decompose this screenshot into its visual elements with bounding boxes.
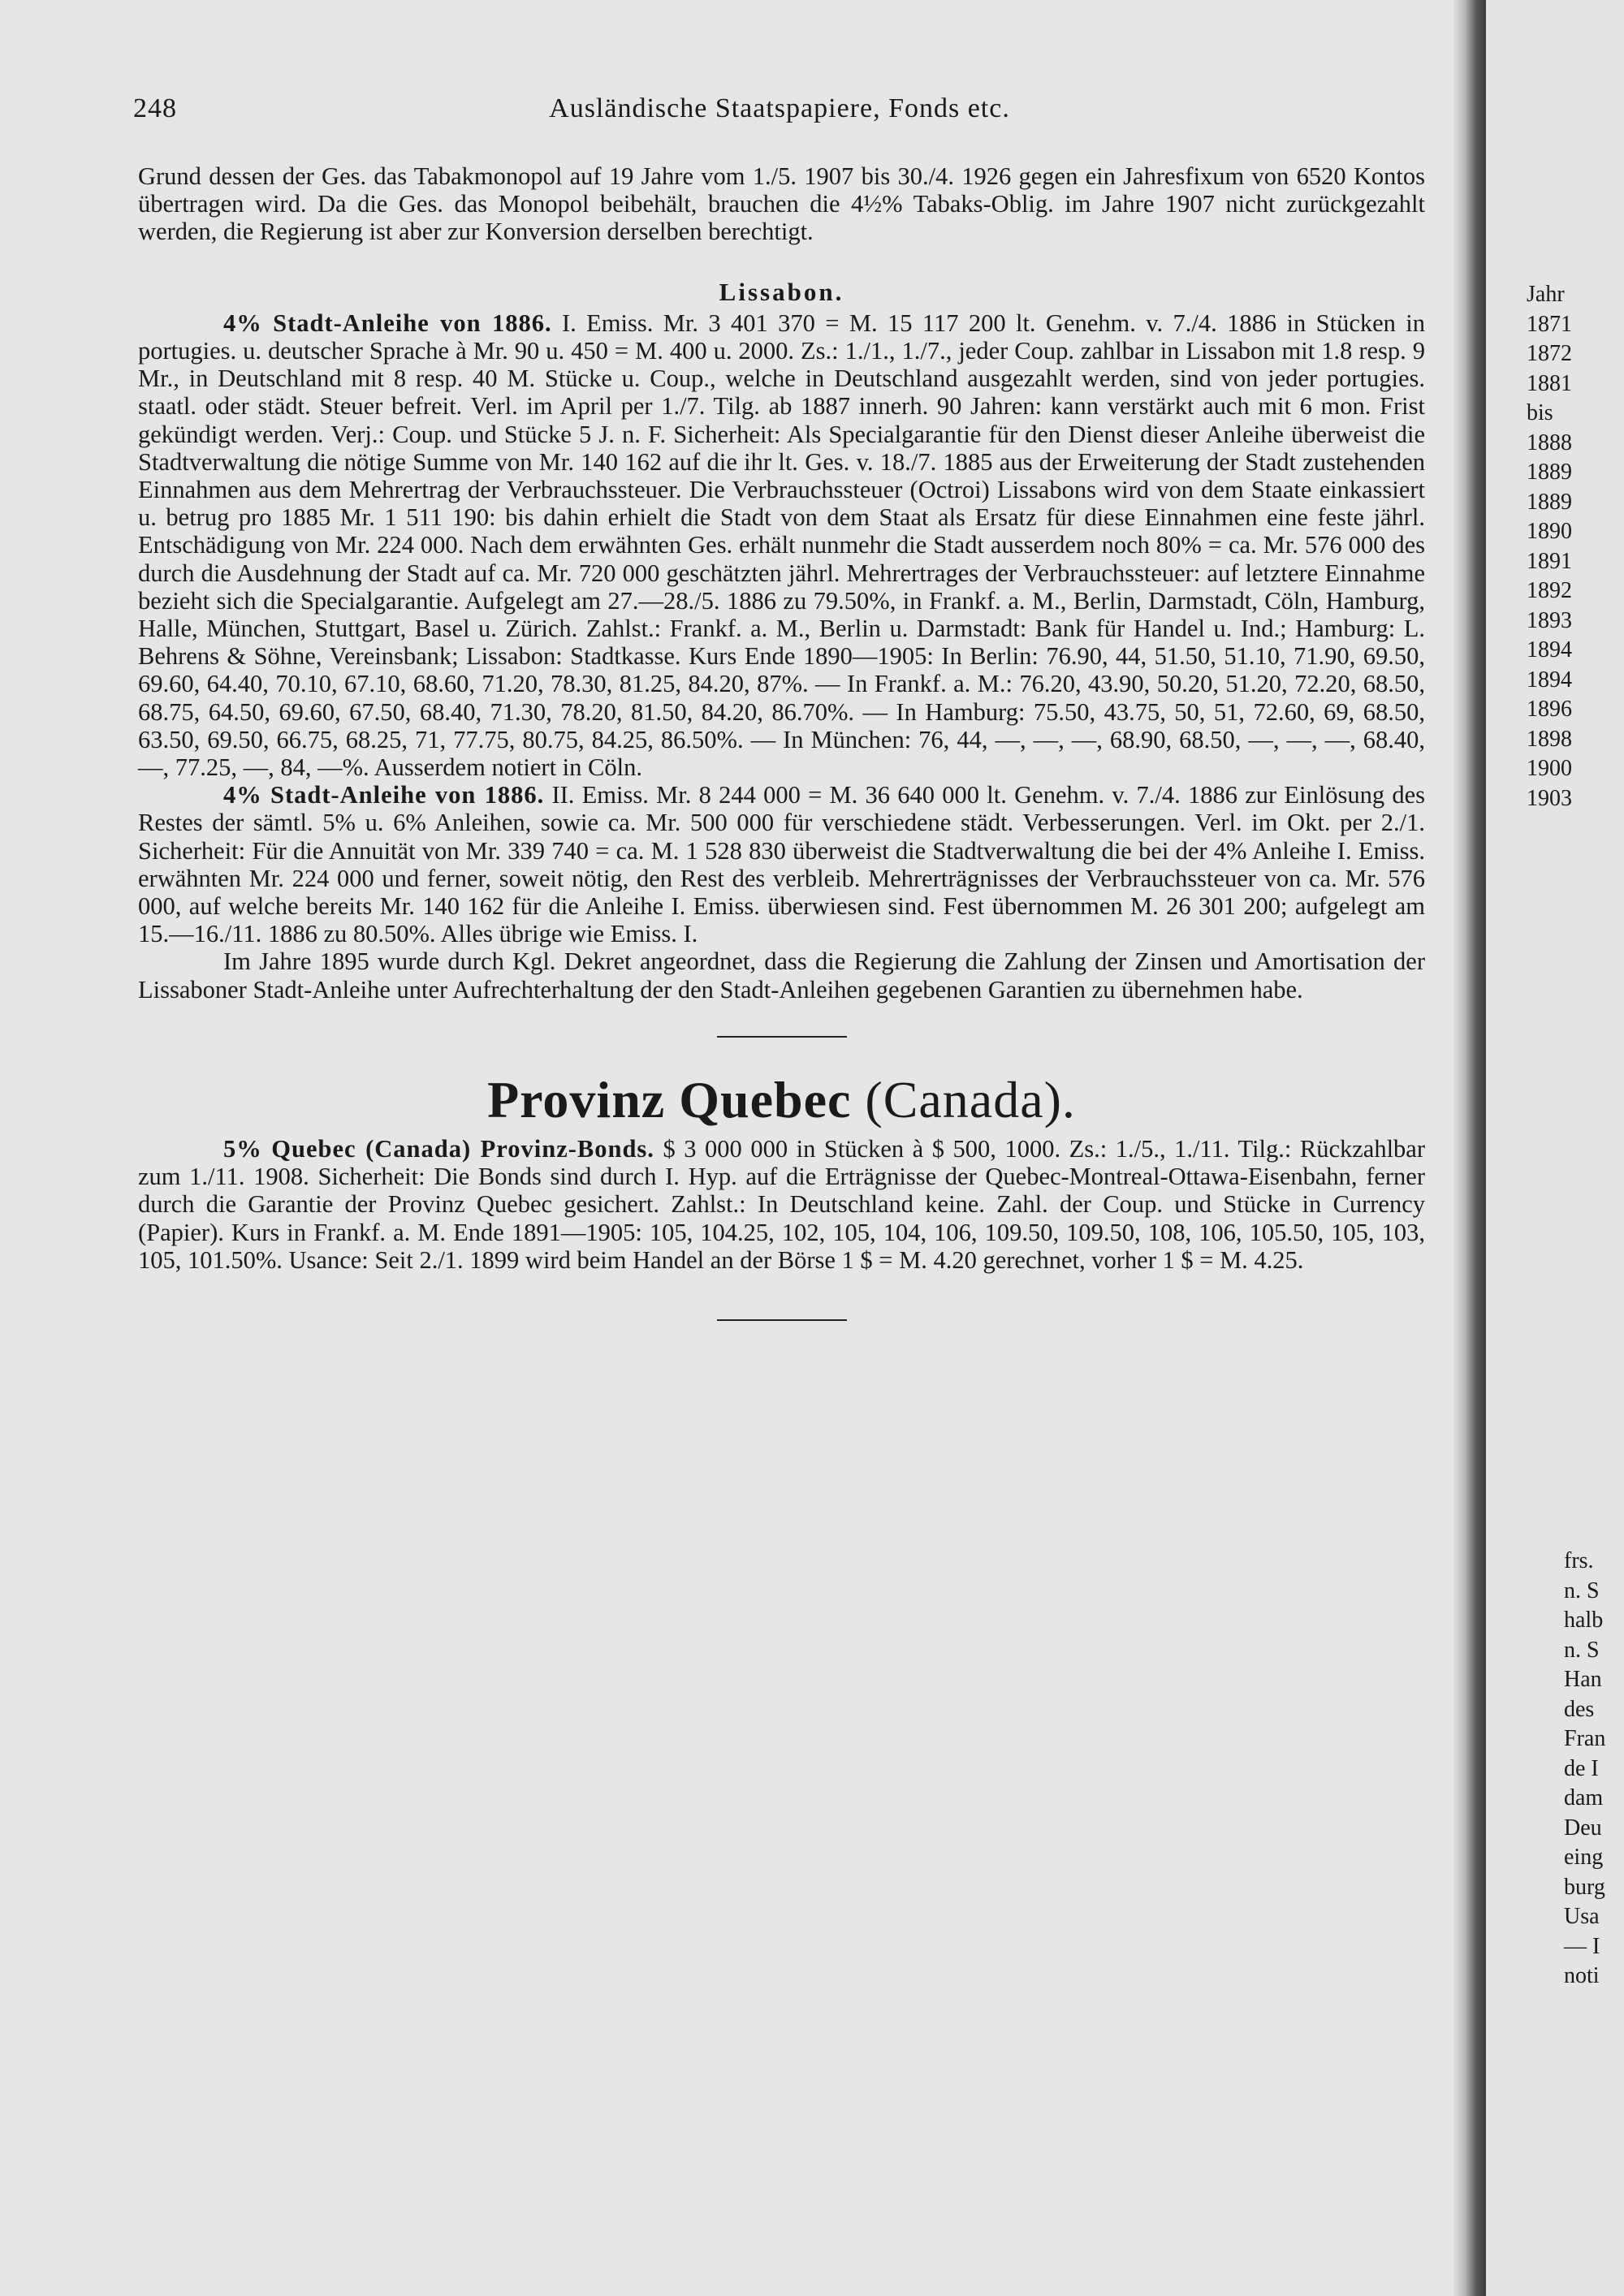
text-fragment-line: de I [1564, 1755, 1599, 1781]
text-fragment-line: — I [1564, 1933, 1600, 1959]
text-fragment-line: Han [1564, 1667, 1602, 1692]
year-cell: 1893 [1527, 607, 1572, 633]
quebec-heading-main: Provinz Quebec [487, 1070, 852, 1129]
text-fragment-line: eing [1564, 1845, 1604, 1870]
year-cell: 1891 [1527, 548, 1572, 574]
right-page-fragment [1486, 0, 1624, 2296]
page-body [138, 162, 1425, 1321]
text-fragment-line: frs. [1564, 1548, 1594, 1573]
text-fragment-line: n. S [1564, 1637, 1600, 1663]
lissabon-loan-2 [138, 781, 1425, 947]
text-fragment-line: Deu [1564, 1815, 1602, 1841]
quebec-heading-sub: (Canada). [851, 1070, 1076, 1129]
year-cell: 1890 [1527, 519, 1572, 544]
year-cell: 1896 [1527, 697, 1572, 722]
year-cell: 1872 [1527, 341, 1572, 366]
text-fragment-line: Fran [1564, 1726, 1606, 1751]
text-fragment-line: burg [1564, 1874, 1605, 1900]
loan-1-text: I. Emiss. Mr. 3 401 370 = M. 15 117 200 lt. Genehm. v. 7./4. 1886 in Stücken in portugies. u. deutscher Sprache à Mr. 90 u. 450 = M. 400 u. 2000. Zs.: 1./1., 1./7., jeder Coup. zahlbar in Lissabon mit 1.8 resp. 9 Mr., in Deutschland mit 8 resp. 40 M. Stücke u. Coup., welche in Deutschland ausgezahlt werden, sind von jeder portugies. staatl. oder städt. Steuer befreit. Verl. im April per 1./7. Tilg. ab 1887 innerh. 90 Jahren: kann verstärkt auch mit 6 mon. Frist gekündigt werden. Verj.: Coup. und Stücke 5 J. n. F. Sicherheit: Als Specialgarantie für den Dienst dieser Anleihe überweist die Stadtverwaltung die nötige Summe von Mr. 140 162 auf die ihr lt. Ges. v. 18./7. 1885 aus der Erweiterung der Stadt zustehenden Einnahmen aus dem Mehrertrag der Verbrauchssteuer. Die Verbrauchssteuer (Octroi) Lissabons wird von dem Staate einkassiert u. betrug pro 1885 Mr. 1 511 190: bis dahin erhielt die Stadt von dem Staat als Ersatz für diese Einnahmen eine feste jährl. Entschädigung von Mr. 224 000. Nach dem erwähnten Ges. erhält nunmehr die Stadt ausserdem noch 80% = ca. Mr. 576 000 des durch die Ausdehnung der Stadt auf ca. Mr. 720 000 geschätzten jährl. Mehrertrages der Verbrauchssteuer: auf letztere Einnahme bezieht sich die Specialgarantie. Aufgelegt am 27.—28./5. 1886 zu 79.50%, in Frankf. a. M., Berlin, Darmstadt, Cöln, Hamburg, Halle, München, Stuttgart, Basel u. Zürich. Zahlst.: Frankf. a. M., Berlin u. Darmstadt: Bank für Handel u. Ind.; Hamburg: L. Behrens & Söhne, Vereinsbank; Lissabon: Stadtkasse. Kurs Ende 1890—1905: In Berlin: 76.90, 44, 51.50, 51.10, 71.90, 69.50, 69.60, 64.40, 70.10, 67.10, 68.60, 71.20, 78.30, 81.25, 84.20, 87%. — In Frankf. a. M.: 76.20, 43.90, 50.20, 51.20, 72.20, 68.50, 68.75, 64.50, 69.60, 67.50, 68.40, 71.30, 78.20, 81.50, 84.20, 86.70%. — In Hamburg: 75.50, 43.75, 50, 51, 72.60, 69, 68.50, 63.50, 69.50, 66.75, 68.25, 71, 77.75, 80.75, 84.25, 86.50%. — In München: 76, 44, —, —, —, 68.90, 68.50, —, —, —, 68.40, —, 77.25, —, 84, —%. Ausserdem notiert in Cöln. [138, 309, 1425, 782]
year-cell: 1900 [1527, 756, 1572, 781]
right-page-year-column [1527, 280, 1572, 814]
section-heading-lissabon: Lissabon. [719, 277, 844, 306]
text-fragment-line: noti [1564, 1963, 1600, 1988]
text-fragment-line: Usa [1564, 1904, 1600, 1929]
quebec-lead: 5% Quebec (Canada) Provinz-Bonds. [223, 1134, 654, 1163]
text-fragment-line: halb [1564, 1608, 1604, 1633]
quebec-text: $ 3 000 000 in Stücken à $ 500, 1000. Zs.: 1./5., 1./11. Tilg.: Rückzahlbar zum 1./11. 1908. Sicherheit: Die Bonds sind durch I. Hyp. auf die Erträgnisse der Quebec-Montreal-Ottawa-Eisenbahn, ferner durch die Garantie der Provinz Quebec gesichert. Zahlst.: In Deutschland keine. Zahl. der Coup. und Stücke in Currency (Papier). Kurs in Frankf. a. M. Ende 1891—1905: 105, 104.25, 102, 105, 104, 106, 109.50, 109.50, 108, 106, 105.50, 105, 103, 105, 101.50%. Usance: Seit 2./1. 1899 wird beim Handel an der Börse 1 $ = M. 4.20 gerechnet, vorher 1 $ = M. 4.25. [138, 1134, 1425, 1274]
intro-paragraph: Grund dessen der Ges. das Tabakmonopol auf 19 Jahre vom 1./5. 1907 bis 30./4. 1926 gegen ein Jahresfixum von 6520 Kontos übertragen wird. Da die Ges. das Monopol beibehält, brauchen die 4½% Tabaks-Oblig. im Jahre 1907 nicht zurückgezahlt werden, die Regierung ist aber zur Konversion derselben berechtigt. [138, 162, 1425, 246]
right-page-text-fragment [1564, 1547, 1605, 1992]
year-cell: 1881 [1527, 370, 1572, 396]
year-cell: Jahr [1527, 282, 1565, 307]
loan-1-lead: 4% Stadt-Anleihe von 1886. [223, 309, 552, 337]
loan-2-text: II. Emiss. Mr. 8 244 000 = M. 36 640 000 lt. Genehm. v. 7./4. 1886 zur Einlösung des Restes der sämtl. 5% u. 6% Anleihen, sowie ca. Mr. 500 000 für verschiedene städt. Verbesserungen. Verl. im Okt. per 2./1. Sicherheit: Für die Annuität von Mr. 339 740 = ca. M. 1 528 830 überweist die Stadtverwaltung die bei der 4% Anleihe I. Emiss. erwähnten Mr. 224 000 und ferner, soweit nötig, den Rest des verbleib. Mehrerträgnisses der Verbrauchssteuer von ca. Mr. 576 000, auf welche bereits Mr. 140 162 für die Anleihe I. Emiss. überwiesen sind. Fest übernommen M. 26 301 200; aufgelegt am 15.—16./11. 1886 zu 80.50%. Alles übrige wie Emiss. I. [138, 781, 1426, 948]
lissabon-loan-1 [138, 309, 1425, 781]
year-cell: 1871 [1527, 311, 1572, 337]
text-fragment-line: dam [1564, 1785, 1604, 1810]
quebec-bonds [138, 1135, 1425, 1274]
year-cell: bis [1527, 400, 1553, 425]
year-cell: 1888 [1527, 429, 1572, 455]
year-cell: 1898 [1527, 726, 1572, 752]
year-cell: 1903 [1527, 785, 1572, 811]
end-divider [717, 1319, 847, 1321]
text-fragment-line: n. S [1564, 1577, 1600, 1603]
loan-2-lead: 4% Stadt-Anleihe von 1886. [223, 781, 545, 809]
book-gutter [1453, 0, 1486, 2296]
section-heading-quebec [138, 1072, 1425, 1129]
header-title: Ausländische Staatspapiere, Fonds etc. [549, 93, 1010, 123]
year-cell: 1889 [1527, 489, 1572, 515]
year-cell: 1894 [1527, 637, 1572, 662]
section-divider [717, 1036, 847, 1038]
running-header [130, 93, 1429, 134]
lissabon-note: Im Jahre 1895 wurde durch Kgl. Dekret angeordnet, dass die Regierung die Zahlung der Zinsen und Amortisation der Lissaboner Stadt-Anleihe unter Aufrechterhaltung der den Stadt-Anleihen gegebenen Garantien zu übernehmen habe. [138, 947, 1425, 1003]
year-cell: 1894 [1527, 667, 1572, 693]
year-cell: 1892 [1527, 578, 1572, 603]
text-fragment-line: des [1564, 1696, 1595, 1722]
page-number: 248 [133, 93, 177, 123]
year-cell: 1889 [1527, 460, 1572, 485]
